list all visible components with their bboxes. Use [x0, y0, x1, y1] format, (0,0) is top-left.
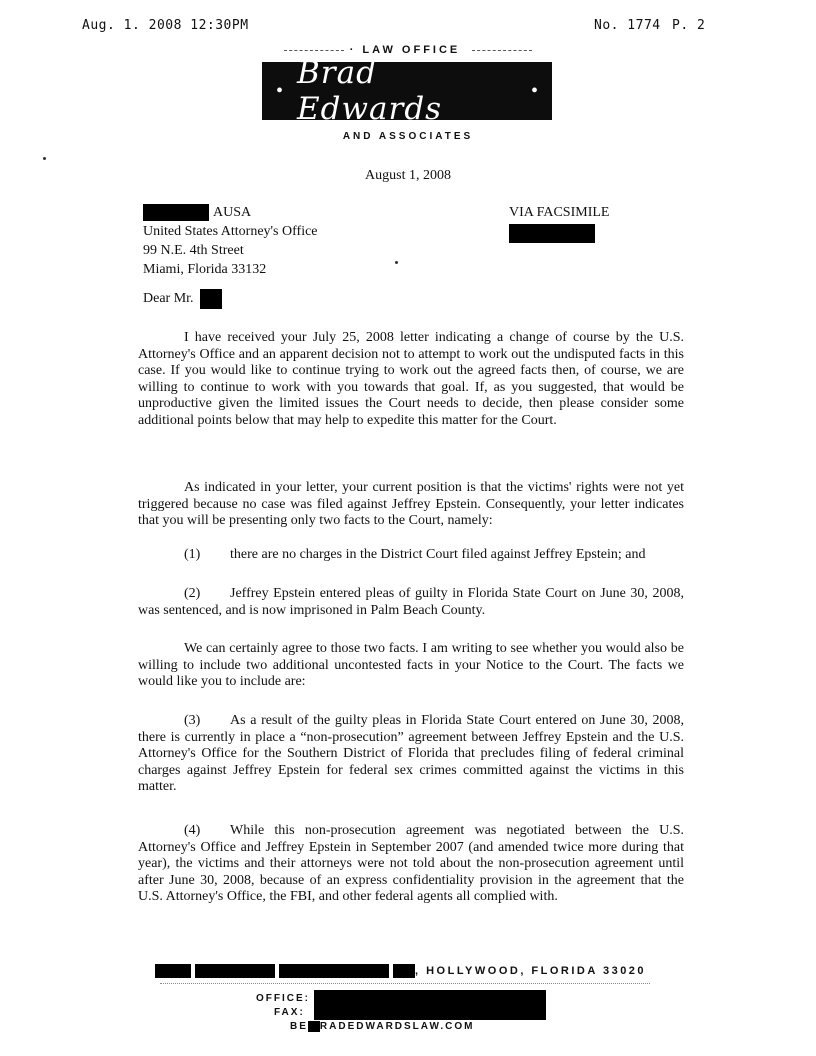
paragraph-text: As indicated in your letter, your current position is that the victims' rights were not yet triggered because no case was filed against Jeffrey Epstein. Consequently, your letter indicates that you will be presenting only two facts to the Court, namely: — [138, 480, 684, 529]
redaction-block — [314, 990, 546, 1020]
and-associates-label: AND ASSOCIATES — [342, 131, 474, 142]
dot-icon: • — [276, 79, 284, 102]
office-phone-label: OFFICE: — [256, 993, 310, 1004]
fact-number: (2) — [184, 586, 201, 601]
fact-item — [138, 823, 684, 906]
paragraph-text: We can certainly agree to those two facts. I am writing to see whether you would also be willing to include two additional uncontested facts in your Notice to the Court. The facts we would like you to include are: — [138, 641, 684, 690]
letter-date: August 1, 2008 — [365, 168, 451, 183]
redaction-block — [393, 964, 415, 978]
body-paragraph — [138, 480, 684, 530]
paragraph-text: I have received your July 25, 2008 letter indicating a change of course by the U.S. Attorney's Office and an apparent decision not to attempt to work out the undisputed facts in this case. If you would like to continue trying to work out the agreed facts then, of course, we are willing to continue to work with you towards that goal. If, as you suggested, that would be unproductive given the limited issues the Court needs to decide, then please consider some additional points below that may help to expedite this matter for the Court. — [138, 330, 684, 428]
footer-address — [155, 964, 646, 978]
fact-item — [138, 586, 684, 619]
fax-page: P. 2 — [672, 18, 706, 33]
fact-text: As a result of the guilty pleas in Florida State Court entered on June 30, 2008, there is currently in place a “non-prosecution” agreement between Jeffrey Epstein and the U.S. Attorney's Office for the Southern District of Florida that precludes filing of federal criminal charges against Jeffrey Epstein for federal sex crimes committed against the victims in this matter. — [138, 713, 684, 795]
dot-icon: • — [530, 79, 538, 102]
recipient-office: United States Attorney's Office — [143, 224, 318, 239]
fact-text: While this non-prosecution agreement was negotiated between the U.S. Attorney's Office and Jeffrey Epstein in September 2007 (and amended twice more during that year), the victims and their attorneys were not told about the non-prosecution agreement until after June 30, 2008, because of an express confidentiality provision in the agreement that the U.S. Attorney's Office, the FBI, and other federal agents all complied with. — [138, 823, 684, 905]
recipient-address — [143, 203, 318, 279]
divider — [284, 50, 344, 51]
firm-name-logo: Brad Edwards — [297, 55, 443, 127]
letterhead-banner — [262, 55, 552, 127]
salutation — [143, 289, 222, 309]
footer-website — [290, 1021, 474, 1032]
body-paragraph — [138, 330, 684, 430]
website-end: RADEDWARDSLAW.COM — [319, 1021, 475, 1033]
salutation-text: Dear Mr. — [143, 291, 194, 307]
fact-item — [138, 713, 684, 796]
via-facsimile-label: VIA FACSIMILE — [509, 205, 610, 220]
recipient-title: AUSA — [213, 205, 252, 220]
fact-text: Jeffrey Epstein entered pleas of guilty in Florida State Court on June 30, 2008, was sentenced, and is now imprisoned in Palm Beach County. — [138, 586, 684, 618]
redaction-block — [509, 224, 595, 243]
redaction-block — [279, 964, 389, 978]
fact-item — [138, 547, 684, 564]
law-office-label: LAW OFFICE — [362, 44, 461, 56]
website-start: BE — [290, 1021, 308, 1033]
fact-number: (4) — [184, 823, 201, 838]
redaction-block — [308, 1021, 320, 1032]
recipient-street: 99 N.E. 4th Street — [143, 243, 244, 258]
fax-datetime: Aug. 1. 2008 12:30PM — [82, 18, 249, 33]
fact-number: (1) — [184, 547, 201, 562]
redaction-block — [195, 964, 275, 978]
footer-divider — [160, 983, 650, 984]
fax-number: No. 1774 — [594, 18, 661, 33]
redaction-block — [155, 964, 191, 978]
recipient-city: Miami, Florida 33132 — [143, 262, 267, 277]
fax-phone-label: FAX: — [274, 1007, 305, 1018]
redaction-block — [143, 204, 209, 221]
divider — [472, 50, 532, 51]
delivery-method — [509, 203, 609, 243]
law-office-heading: · LAW OFFICE — [0, 44, 816, 56]
redaction-block — [200, 289, 222, 309]
fact-text: there are no charges in the District Court filed against Jeffrey Epstein; and — [230, 547, 646, 562]
footer-city: , HOLLYWOOD, FLORIDA 33020 — [415, 965, 647, 977]
body-paragraph — [138, 641, 684, 691]
scan-speck — [43, 157, 46, 160]
fact-number: (3) — [184, 713, 201, 728]
scan-speck — [395, 261, 398, 264]
